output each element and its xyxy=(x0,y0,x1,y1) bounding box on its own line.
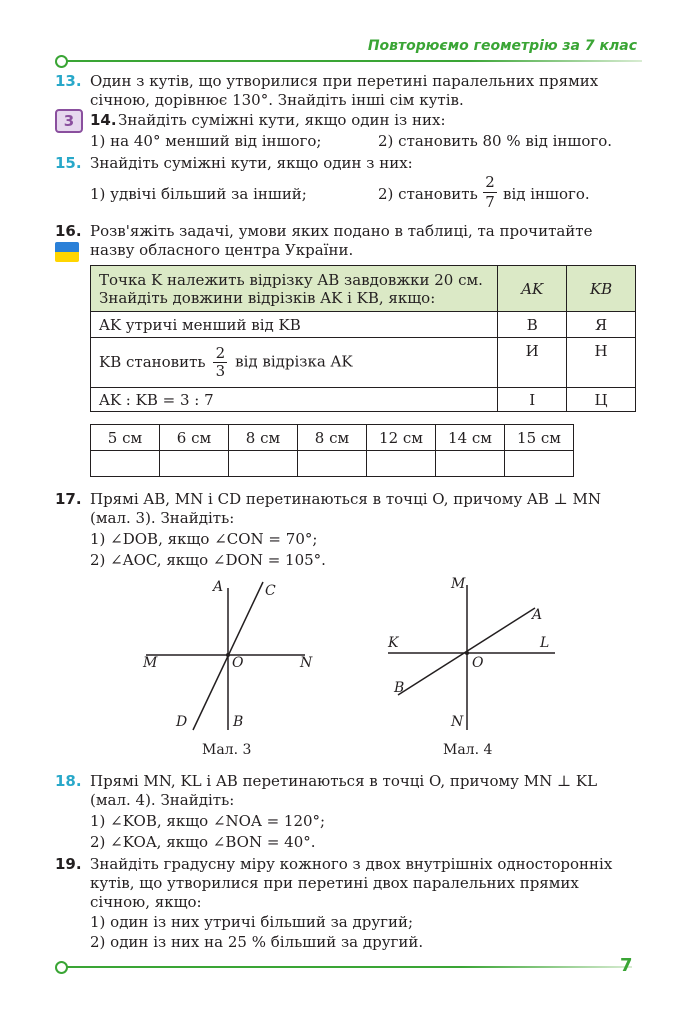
problem-16-line2: назву обласного центра України. xyxy=(90,241,354,259)
answer-grid-value: 6 см xyxy=(160,425,229,451)
answer-grid-values-row xyxy=(91,425,574,451)
table-header-condition xyxy=(91,266,498,312)
table-cell-ak: І xyxy=(498,388,567,412)
table-cell-condition: AK : KB = 3 : 7 xyxy=(91,388,498,412)
answer-grid-value: 12 см xyxy=(367,425,436,451)
problem-15-option-2-prefix: 2) становить xyxy=(378,185,478,203)
problem-15-option-2-suffix: від іншого. xyxy=(503,185,590,203)
table-row xyxy=(91,312,636,338)
fraction-numerator: 2 xyxy=(485,173,495,191)
table-cell-ak: В xyxy=(498,312,567,338)
problem-15-line1: Знайдіть суміжні кути, якщо один з них: xyxy=(90,154,413,172)
problem-18-option-2: 2) ∠KOA, якщо ∠BON = 40°. xyxy=(90,833,316,851)
table-header-row xyxy=(91,266,636,312)
table-cell-condition: AK утричі менший від KB xyxy=(91,312,498,338)
header-title: Повторюємо геометрію за 7 клас xyxy=(367,38,637,54)
answer-grid-letters-row xyxy=(91,451,574,477)
problem-14-option-1: 1) на 40° менший від іншого; xyxy=(90,132,322,150)
answer-grid-table xyxy=(90,424,574,477)
problem-16-number: 16. xyxy=(55,222,82,240)
condition-prefix: KB становить xyxy=(99,352,206,371)
table-row xyxy=(91,388,636,412)
problem-15-number: 15. xyxy=(55,154,82,172)
problem-19-option-1: 1) один із них утричі більший за другий; xyxy=(90,913,414,931)
level-3-badge-icon: 3 xyxy=(55,109,83,133)
fig4-label-b: B xyxy=(394,680,405,696)
answer-grid-value: 8 см xyxy=(298,425,367,451)
fig4-label-a: A xyxy=(532,607,543,623)
fig3-label-b: B xyxy=(233,714,244,730)
header-rule-dot xyxy=(55,55,68,68)
fraction-numerator: 2 xyxy=(215,344,226,362)
problem-16-line1: Розв'яжіть задачі, умови яких подано в таблиці, та прочитайте xyxy=(90,222,593,240)
table-row xyxy=(91,338,636,388)
problem-14-number: 14. xyxy=(90,111,117,129)
problem-18-number: 18. xyxy=(55,772,82,790)
answer-grid-blank-cell xyxy=(229,451,298,477)
table-header-ak: AK xyxy=(498,266,567,312)
table-cell-kb: Я xyxy=(567,312,636,338)
problem-14-line1: Знайдіть суміжні кути, якщо один із них: xyxy=(118,111,446,129)
problem-17-number: 17. xyxy=(55,490,82,508)
problem-18-line2: (мал. 4). Знайдіть: xyxy=(90,791,235,809)
page-number: 7 xyxy=(620,955,633,976)
answer-grid-blank-cell xyxy=(91,451,160,477)
table-cell-ak: И xyxy=(498,338,567,388)
figure-4-caption: Мал. 4 xyxy=(443,742,493,758)
fraction-denominator: 7 xyxy=(485,193,495,211)
table-cell-kb: Ц xyxy=(567,388,636,412)
ukraine-flag-icon xyxy=(55,242,79,262)
fig4-label-k: K xyxy=(388,635,399,651)
problem-16-conditions-table xyxy=(90,265,636,412)
answer-grid-blank-cell xyxy=(160,451,229,477)
problem-15-option-1: 1) удвічі більший за інший; xyxy=(90,185,307,203)
problem-19-number: 19. xyxy=(55,855,82,873)
fig3-label-n: N xyxy=(300,655,313,671)
table-header-kb: KB xyxy=(567,266,636,312)
answer-grid-blank-cell xyxy=(505,451,574,477)
fig3-label-d: D xyxy=(176,714,188,730)
table-header-line1: Точка K належить відрізку AB завдовжки 20 см. xyxy=(99,270,483,289)
problem-18-line1: Прямі MN, KL і AB перетинаються в точці O, причому MN ⊥ KL xyxy=(90,772,598,790)
problem-13-line2: січною, дорівнює 130°. Знайдіть інші сім кутів. xyxy=(90,91,464,109)
condition-suffix: від відрізка AK xyxy=(235,352,353,371)
footer-rule xyxy=(62,966,632,968)
fraction-denominator: 3 xyxy=(215,362,226,380)
problem-17-line1: Прямі AB, MN і CD перетинаються в точці O, причому AB ⊥ MN xyxy=(90,490,602,508)
fig3-label-c: C xyxy=(265,583,276,599)
fig4-label-n: N xyxy=(451,714,464,730)
fig4-label-o: O xyxy=(472,655,484,671)
problem-18-option-1: 1) ∠KOB, якщо ∠NOA = 120°; xyxy=(90,812,326,830)
answer-grid-value: 15 см xyxy=(505,425,574,451)
problem-15-fraction xyxy=(483,174,497,211)
answer-grid-blank-cell xyxy=(367,451,436,477)
answer-grid-blank-cell xyxy=(298,451,367,477)
answer-grid-value: 5 см xyxy=(91,425,160,451)
fig3-label-o: O xyxy=(232,655,244,671)
point-o xyxy=(226,653,230,657)
problem-14-option-2: 2) становить 80 % від іншого. xyxy=(378,132,613,150)
answer-grid-blank-cell xyxy=(436,451,505,477)
figure-3-caption: Мал. 3 xyxy=(202,742,252,758)
header-rule xyxy=(62,60,642,62)
problem-19-line1: Знайдіть градусну міру кожного з двох внутрішніх односторонніх xyxy=(90,855,613,873)
fig3-label-a: A xyxy=(213,579,224,595)
problem-19-line3: січною, якщо: xyxy=(90,893,202,911)
answer-grid-value: 14 см xyxy=(436,425,505,451)
table-cell-kb: Н xyxy=(567,338,636,388)
problem-19-option-2: 2) один із них на 25 % більший за другий. xyxy=(90,933,424,951)
answer-grid-value: 8 см xyxy=(229,425,298,451)
fig4-label-m: M xyxy=(451,576,466,592)
point-o xyxy=(465,651,469,655)
problem-13-line1: Один з кутів, що утворилися при перетині паралельних прямих xyxy=(90,72,599,90)
fig4-label-l: L xyxy=(540,635,550,651)
problem-17-option-1: 1) ∠DOB, якщо ∠CON = 70°; xyxy=(90,530,318,548)
table-cell-condition xyxy=(91,338,498,388)
fig3-label-m: M xyxy=(143,655,158,671)
problem-17-line2: (мал. 3). Знайдіть: xyxy=(90,509,235,527)
problem-19-line2: кутів, що утворилися при перетині двох паралельних прямих xyxy=(90,874,579,892)
problem-13-number: 13. xyxy=(55,72,82,90)
condition-fraction xyxy=(213,345,227,380)
footer-rule-dot xyxy=(55,961,68,974)
problem-17-option-2: 2) ∠AOC, якщо ∠DON = 105°. xyxy=(90,551,326,569)
table-header-line2: Знайдіть довжини відрізків AK і KB, якщо: xyxy=(99,288,436,307)
